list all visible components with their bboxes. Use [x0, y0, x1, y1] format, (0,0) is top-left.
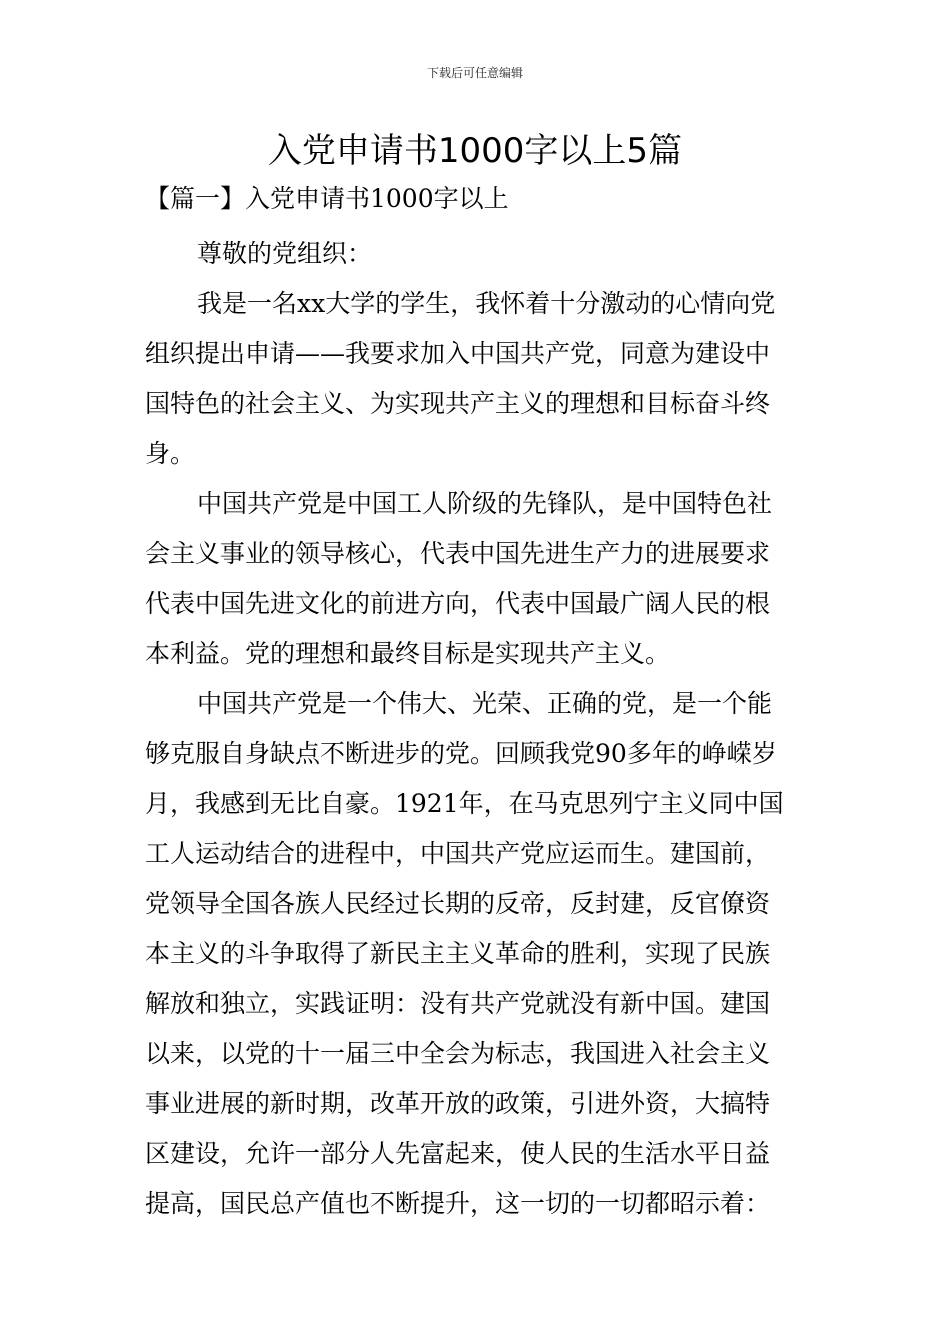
- paragraph-line: 中国共产党是中国工人阶级的先锋队，是中国特色社: [197, 489, 773, 518]
- document-body: [145, 229, 810, 1229]
- paragraph-line: 以来，以党的十一届三中全会为标志，我国进入社会主义: [145, 1039, 771, 1068]
- paragraph-1: [145, 279, 810, 479]
- greeting: 尊敬的党组织：: [197, 239, 373, 268]
- paragraph-line: 提高，国民总产值也不断提升，这一切的一切都昭示着：: [145, 1189, 771, 1218]
- paragraph-line: 我是一名xx大学的学生，我怀着十分激动的心情向党: [197, 289, 776, 318]
- paragraph-line: 中国共产党是一个伟大、光荣、正确的党，是一个能: [197, 689, 773, 718]
- paragraph-line: 解放和独立，实践证明：没有共产党就没有新中国。建国: [145, 989, 771, 1018]
- paragraph-line: 区建设，允许一部分人先富起来，使人民的生活水平日益: [145, 1139, 771, 1168]
- paragraph-line: 组织提出申请——我要求加入中国共产党，同意为建设中: [145, 339, 771, 368]
- paragraph-line: 本主义的斗争取得了新民主主义革命的胜利，实现了民族: [145, 939, 771, 968]
- paragraph-line: 事业进展的新时期，改革开放的政策，引进外资，大搞特: [145, 1089, 771, 1118]
- document-title: 入党申请书1000字以上5篇: [267, 131, 683, 171]
- paragraph-line: 国特色的社会主义、为实现共产主义的理想和目标奋斗终: [145, 389, 771, 418]
- paragraph-line: 工人运动结合的进程中，中国共产党应运而生。建国前，: [145, 839, 771, 868]
- paragraph-line: 会主义事业的领导核心，代表中国先进生产力的进展要求: [145, 539, 771, 568]
- paragraph-line: 够克服自身缺点不断进步的党。回顾我党90多年的峥嵘岁: [145, 739, 777, 768]
- paragraph-line: 本利益。党的理想和最终目标是实现共产主义。: [145, 639, 671, 668]
- paragraph-line: 代表中国先进文化的前进方向，代表中国最广阔人民的根: [145, 589, 771, 618]
- paragraph-3: [145, 679, 810, 1229]
- paragraph-line: 月，我感到无比自豪。1921年，在马克思列宁主义同中国: [145, 789, 784, 818]
- paragraph-line: 身。: [145, 439, 196, 468]
- paragraph-line: 党领导全国各族人民经过长期的反帝，反封建，反官僚资: [145, 889, 771, 918]
- header-note: 下载后可任意编辑: [426, 66, 523, 80]
- section-heading: 【篇一】入党申请书1000字以上: [145, 184, 509, 213]
- paragraph-2: [145, 479, 810, 679]
